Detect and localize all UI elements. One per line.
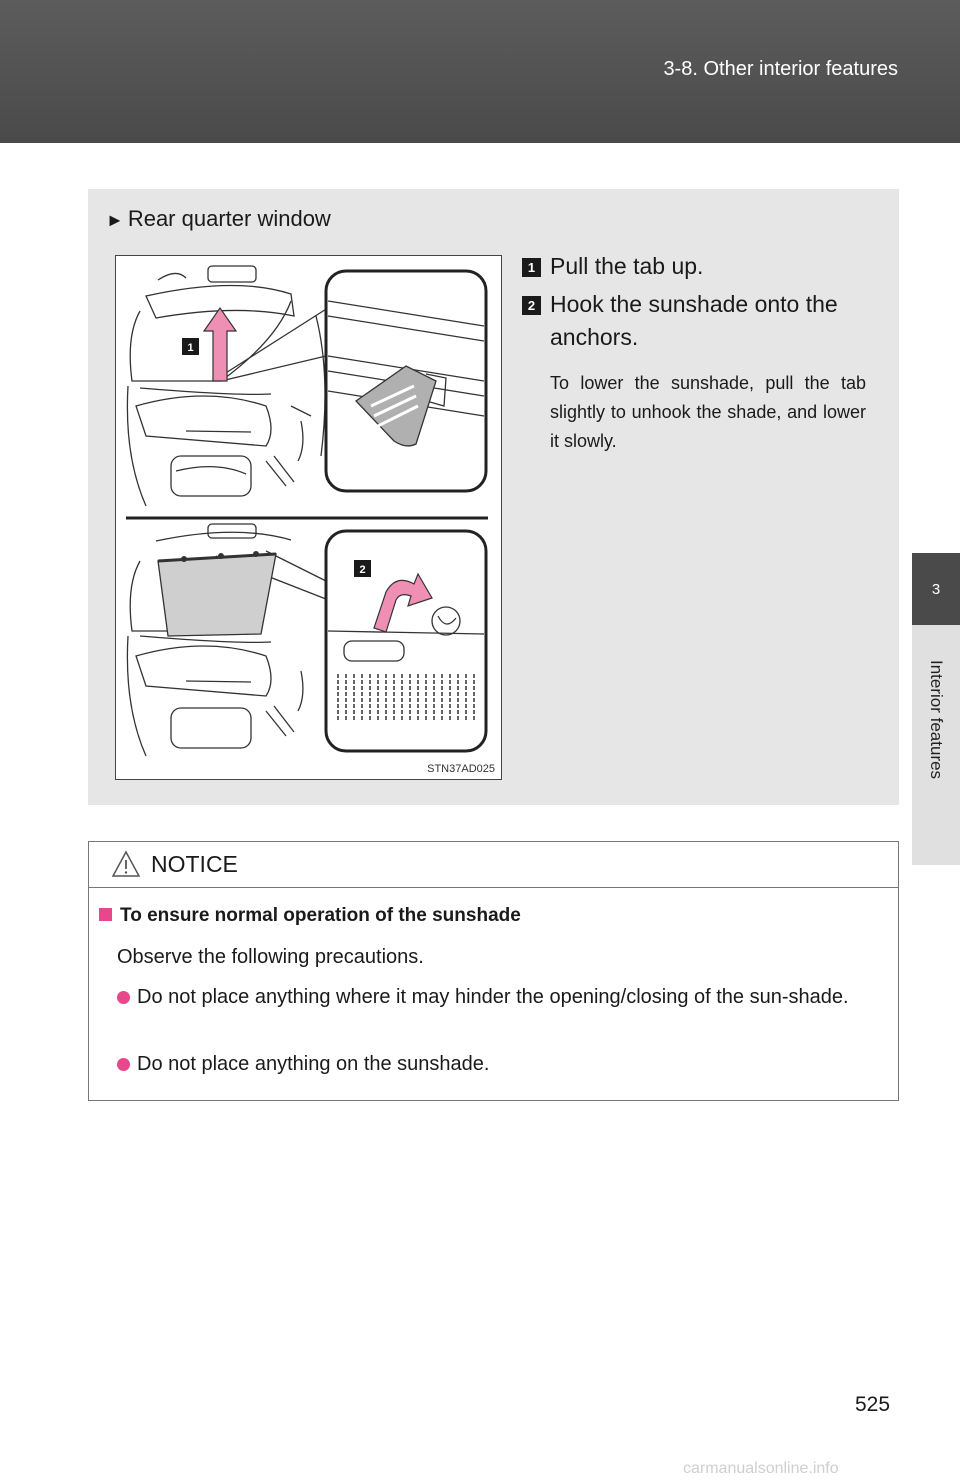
lowering-note: To lower the sunshade, pull the tab slightly to unhook the shade, and lower it slowly. (550, 373, 866, 451)
notice-subheading (99, 905, 521, 927)
watermark[interactable]: carmanualsonline.info (683, 1460, 839, 1477)
step-text-2: Hook the sunshade onto the anchors. (550, 291, 838, 350)
header-bar (0, 0, 960, 143)
notice-box (88, 841, 899, 1101)
pink-bullet-icon (117, 1058, 130, 1071)
triangle-marker-icon: ► (106, 210, 124, 230)
pink-square-icon (99, 908, 112, 921)
chapter-label: Interior features (927, 660, 946, 780)
notice-header (89, 842, 898, 888)
figure-label-2: 2 (359, 564, 366, 576)
notice-bullet-text-2: Do not place anything on the sunshade. (137, 1053, 490, 1075)
step-number-1: 1 (522, 258, 541, 277)
sunshade-illustration (115, 255, 502, 780)
notice-subheading-text: To ensure normal operation of the sunshade (120, 905, 521, 926)
panel-heading-text: Rear quarter window (127, 206, 331, 231)
step-text-1: Pull the tab up. (550, 253, 704, 279)
figure-code: STN37AD025 (427, 763, 495, 775)
notice-title: NOTICE (151, 851, 238, 877)
step-number-2: 2 (522, 296, 541, 315)
notice-intro: Observe the following precautions. (117, 946, 424, 968)
pink-bullet-icon (117, 991, 130, 1004)
notice-bullet-1 (117, 982, 887, 1013)
step-2 (522, 288, 880, 354)
panel-heading (106, 206, 331, 232)
figure-label-1: 1 (187, 342, 194, 354)
step-1 (522, 250, 895, 283)
notice-bullet-2 (117, 1049, 887, 1080)
warning-triangle-icon (111, 849, 141, 879)
chapter-tab[interactable] (912, 553, 960, 625)
notice-bullet-text-1: Do not place anything where it may hinder the opening/closing of the sun-shade. (137, 986, 849, 1008)
section-title: 3-8. Other interior features (663, 58, 898, 80)
chapter-number: 3 (931, 580, 941, 598)
page-number: 525 (855, 1393, 891, 1416)
sunshade-drawing (116, 256, 501, 779)
